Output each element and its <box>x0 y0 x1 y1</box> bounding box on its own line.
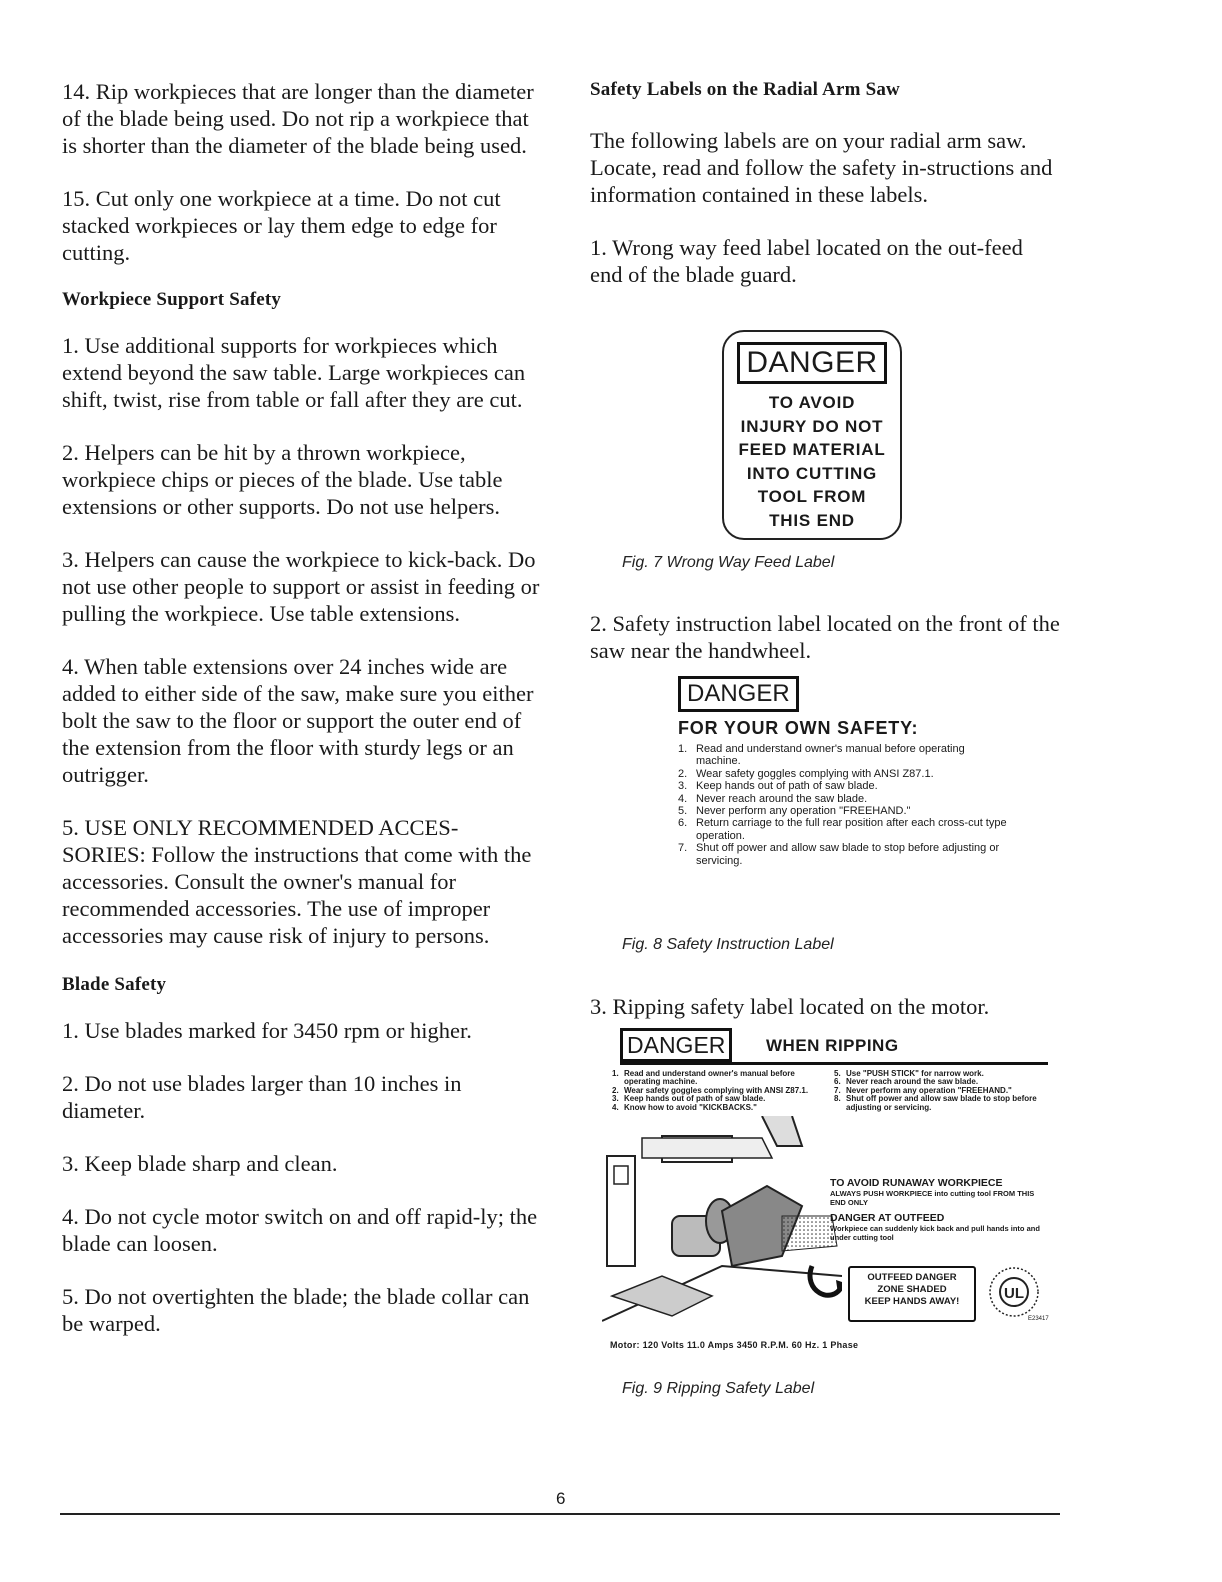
list-item: 8. Shut off power and allow saw blade to stop before adjusting or servicing. <box>834 1094 1037 1112</box>
list-item: 4. Never reach around the saw blade. <box>678 792 868 805</box>
label-item-3: 3. Ripping safety label located on the motor. <box>590 994 990 1019</box>
outfeed-zone-box <box>848 1266 976 1322</box>
safety-labels-heading: Safety Labels on the Radial Arm Saw <box>590 79 900 100</box>
saw-illustration <box>602 1116 842 1336</box>
label1-line: TO AVOID <box>768 393 856 412</box>
when-ripping-title: WHEN RIPPING <box>766 1036 899 1055</box>
list-item: 2. Wear safety goggles complying with ANSI Z87.1. <box>678 767 934 780</box>
ripping-safety-label <box>602 1028 1050 1358</box>
list-item: 5. Never perform any operation "FREEHAND." <box>678 805 911 818</box>
workpiece-item-3: 3. Helpers can cause the workpiece to kick-back. Do not use other people to support or assist in feeding or pulling the workpiece. Use table extensions. <box>62 547 540 626</box>
outfeed-title: DANGER AT OUTFEED <box>830 1212 945 1224</box>
danger-badge: DANGER <box>737 342 886 384</box>
blade-item-4: 4. Do not cycle motor switch on and off rapid-ly; the blade can loosen. <box>62 1204 538 1256</box>
label1-line: TOOL FROM <box>757 487 867 506</box>
ul-certification-icon <box>988 1266 1040 1318</box>
list-item: 3. Keep hands out of path of saw blade. <box>612 1094 766 1104</box>
list-item: 7. Never perform any operation "FREEHAND." <box>834 1085 1012 1095</box>
blade-item-3: 3. Keep blade sharp and clean. <box>62 1151 338 1176</box>
danger-badge: DANGER <box>678 676 799 712</box>
ul-mark-text: UL <box>1004 1285 1024 1302</box>
zone-line: ZONE SHADED <box>877 1284 947 1295</box>
label-item-1: 1. Wrong way feed label located on the out-feed end of the blade guard. <box>590 235 1023 287</box>
fig9-caption: Fig. 9 Ripping Safety Label <box>622 1380 815 1397</box>
danger-badge: DANGER <box>620 1028 732 1062</box>
label-part-number: E23417 <box>1028 1316 1049 1322</box>
blade-item-1: 1. Use blades marked for 3450 rpm or higher. <box>62 1018 472 1043</box>
labels-intro: The following labels are on your radial arm saw. Locate, read and follow the safety in-structions and information contained in these labels. <box>590 128 1053 207</box>
blade-item-5: 5. Do not overtighten the blade; the blade collar can be warped. <box>62 1284 530 1336</box>
label-item-2: 2. Safety instruction label located on the front of the saw near the handwheel. <box>590 611 1060 663</box>
wrong-way-feed-label <box>722 330 902 540</box>
zone-line: KEEP HANDS AWAY! <box>864 1296 960 1307</box>
footer-rule <box>60 1513 1060 1515</box>
label1-line: INTO CUTTING <box>746 463 878 483</box>
workpiece-support-heading: Workpiece Support Safety <box>62 289 282 310</box>
workpiece-item-1: 1. Use additional supports for workpieces which extend beyond the saw table. Large workpieces can shift, twist, rise from table or fall after they are cut. <box>62 333 526 412</box>
rip-paragraph-14: 14. Rip workpieces that are longer than the diameter of the blade being used. Do not rip a workpiece that is shorter than the diameter of the blade being used. <box>62 79 534 158</box>
label3-right-list <box>834 1070 1046 1112</box>
list-item: 4. Know how to avoid "KICKBACKS." <box>612 1102 757 1112</box>
rip-paragraph-15: 15. Cut only one workpiece at a time. Do not cut stacked workpieces or lay them edge to edge for cutting. <box>62 186 501 265</box>
list-item: 1. Read and understand owner's manual before operating machine. <box>678 743 965 768</box>
runaway-title: TO AVOID RUNAWAY WORKPIECE <box>830 1177 1003 1189</box>
list-item: 7. Shut off power and allow saw blade to stop before adjusting or servicing. <box>678 842 1000 867</box>
list-item: 2. Wear safety goggles complying with ANSI Z87.1. <box>612 1085 809 1095</box>
blade-item-2: 2. Do not use blades larger than 10 inches in diameter. <box>62 1071 462 1123</box>
label1-line: THIS END <box>769 510 855 530</box>
list-item: 5. Use "PUSH STICK" for narrow work. <box>834 1069 984 1078</box>
runaway-warning <box>830 1178 1040 1242</box>
fig7-caption: Fig. 7 Wrong Way Feed Label <box>622 554 835 571</box>
outfeed-text: Workpiece can suddenly kick back and pull hands into and under cutting tool <box>830 1224 1040 1242</box>
list-item: 1. Read and understand owner's manual before operating machine. <box>612 1069 795 1087</box>
label2-list <box>678 743 1008 867</box>
workpiece-item-5: 5. USE ONLY RECOMMENDED ACCES-SORIES: Follow the instructions that come with the accessories. Consult the owner's manual for recommended accessories. The use of improper accessories may cause risk of injury to persons. <box>62 815 532 948</box>
list-item: 6. Return carriage to the full rear position after each cross-cut type operation. <box>678 817 1007 842</box>
fig8-caption: Fig. 8 Safety Instruction Label <box>622 936 834 953</box>
list-item: 6. Never reach around the saw blade. <box>834 1077 979 1087</box>
label3-left-list <box>612 1070 822 1112</box>
workpiece-item-4: 4. When table extensions over 24 inches wide are added to either side of the saw, make sure you either bolt the saw to the floor or support the outer end of the extension from the floor with sturdy legs or an outrigger. <box>62 654 534 787</box>
right-column <box>590 78 1060 288</box>
page-number: 6 <box>556 1489 566 1508</box>
label1-text <box>724 391 900 532</box>
workpiece-item-2: 2. Helpers can be hit by a thrown workpiece, workpiece chips or pieces of the blade. Use table extensions or other supports. Do not use helpers. <box>62 440 503 519</box>
left-column <box>62 78 542 1337</box>
zone-line: OUTFEED DANGER <box>867 1272 957 1283</box>
label1-line: INJURY DO NOT <box>740 416 884 436</box>
label2-heading: FOR YOUR OWN SAFETY: <box>678 718 919 738</box>
list-item: 3. Keep hands out of path of saw blade. <box>678 780 878 793</box>
label3-divider <box>620 1062 1048 1065</box>
safety-instruction-label <box>678 676 1008 867</box>
blade-safety-heading: Blade Safety <box>62 974 167 995</box>
motor-specs: Motor: 120 Volts 11.0 Amps 3450 R.P.M. 60 Hz. 1 Phase <box>610 1340 859 1350</box>
runaway-text: ALWAYS PUSH WORKPIECE into cutting tool FROM THIS END ONLY <box>830 1189 1035 1207</box>
label1-line: FEED MATERIAL <box>738 440 886 459</box>
